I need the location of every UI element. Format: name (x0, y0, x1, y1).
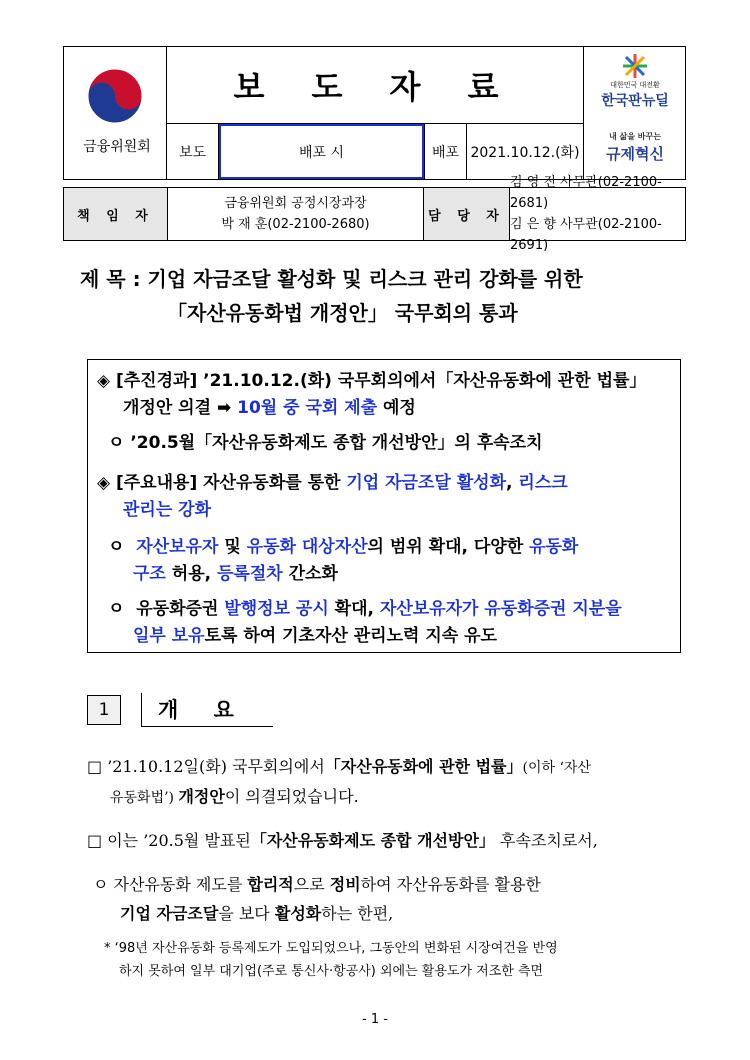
summary-progress-line1: ◈ [추진경과] ’21.10.12.(화) 국무회의에서「자산유동화에 관한 법률」 (97, 371, 647, 391)
subject-line-2: 「자산유동화법 개정안」 국무회의 통과 (167, 301, 518, 325)
summary-sub1-line2: 구조 허용, 등록절차 간소화 (133, 564, 338, 584)
contact-info (510, 175, 685, 253)
page-title: 보 도 자 료 (167, 47, 583, 124)
org-logo-cell (64, 47, 167, 179)
responsible-info (168, 188, 424, 240)
section-title: 개 요 (158, 698, 248, 722)
summary-sub2-line1: ㅇ 유동화증권 발행정보 공시 확대, 자산보유자가 유동화증권 지분을 (108, 599, 622, 619)
summary-sub1-line1: ㅇ 자산보유자 및 유동화 대상자산의 범위 확대, 다양한 유동화 (108, 537, 579, 557)
body-paragraph-3-line1: ㅇ 자산유동화 제도를 합리적으로 정비하여 자산유동화를 활용한 (93, 875, 541, 894)
body-paragraph-1-line2: 유동화법’) 개정안이 의결되었습니다. (110, 787, 359, 806)
contact-table (63, 175, 686, 253)
badge-cell (583, 47, 685, 179)
footnote-line2: 하지 못하여 일부 대기업(주로 통신사·항공사) 외에는 활용도가 저조한 측면 (119, 964, 544, 979)
summary-box (87, 359, 681, 653)
subject-line-1: 제 목 : 기업 자금조달 활성화 및 리스크 관리 강화를 위한 (80, 267, 583, 291)
release-date: 2021.10.12.(화) (470, 144, 580, 161)
new-deal-tagline: 대한민국 대전환 (610, 81, 660, 89)
body-paragraph-2: □ 이는 ’20.5월 발표된「자산유동화제도 종합 개선방안」 후속조치로서, (87, 831, 598, 850)
section-underline (141, 726, 273, 727)
national-assembly-submission: 10월 중 국회 제출 (237, 398, 378, 418)
summary-sub2-line2: 일부 보유토록 하여 기초자산 관리노력 지속 유도 (133, 626, 497, 646)
responsible-label: 책 임 자 (64, 188, 168, 240)
section-number: 1 (87, 695, 121, 725)
section-divider (141, 693, 142, 727)
reform-tagline: 내 삶을 바꾸는 (609, 132, 661, 141)
new-deal-star-icon (622, 53, 648, 79)
contact-person-2: 김 은 향 사무관(02-2100-2691) (510, 217, 662, 253)
responsible-person: 박 재 훈(02-2100-2680) (221, 217, 370, 232)
page-number: - 1 - (362, 1012, 388, 1027)
reform-title: 규제혁신 (606, 145, 664, 163)
taegeuk-logo-icon (86, 67, 144, 125)
summary-progress-line2: 개정안 의결 ➡ 10월 중 국회 제출 예정 (123, 398, 416, 418)
responsible-dept: 금융위원회 공정시장과장 (224, 196, 367, 211)
new-deal-title: 한국판뉴딜 (601, 93, 669, 109)
press-release-header (63, 46, 686, 180)
contact-person-1: 김 영 진 사무관(02-2100-2681) (510, 175, 662, 211)
summary-progress-sub: ㅇ ’20.5월「자산유동화제도 종합 개선방안」의 후속조치 (108, 433, 543, 453)
summary-content-line2: 관리는 강화 (123, 500, 212, 520)
footnote-line1: * ‘98년 자산유동화 등록제도가 도입되었으나, 그동안의 변화된 시장여건을 반영 (104, 941, 558, 956)
body-paragraph-1-line1: □ ’21.10.12일(화) 국무회의에서「자산유동화에 관한 법률」(이하 ‘자산 (87, 757, 591, 776)
distribute-time: 배포 시 (219, 124, 424, 179)
summary-content-line1: ◈ [주요내용] 자산유동화를 통한 기업 자금조달 활성화, 리스크 (97, 473, 568, 493)
distribute-label: 배포 (424, 124, 467, 179)
report-label: 보도 (167, 124, 219, 179)
body-paragraph-3-line2: 기업 자금조달을 보다 활성화하는 한편, (120, 904, 394, 923)
org-name: 금융위원회 (83, 139, 151, 155)
contact-label: 담 당 자 (424, 188, 510, 240)
